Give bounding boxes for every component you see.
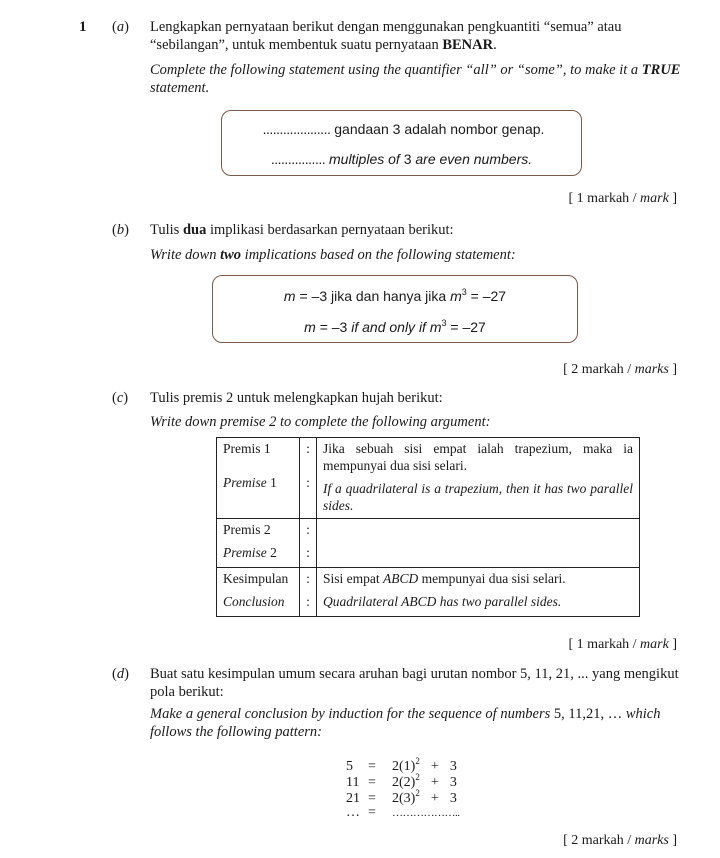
statement-box-b — [212, 275, 578, 343]
part-d-instruction-en-line2: follows the following pattern: — [150, 724, 322, 740]
pattern-row-2: $11 = 2(2)^2 + 3$ — [346, 772, 457, 790]
part-b-label: (b) — [112, 222, 129, 238]
argument-table — [216, 437, 640, 617]
table-row-premise-1 — [217, 438, 640, 519]
part-a-instruction-ms-line1: Lengkapkan pernyataan berikut dengan menggunakan pengkuantiti “semua” atau — [150, 19, 622, 35]
pattern-row-4: … = ……………….. — [346, 805, 460, 820]
part-a-instruction-en-line1: Complete the following statement using the quantifier “all” or “some”, to make it a TRUE — [150, 62, 681, 78]
marks-c: [ 1 markah / mark ] — [568, 637, 677, 652]
part-c-instruction-en: Write down premise 2 to complete the following argument: — [150, 414, 491, 430]
marks-b: [ 2 markah / marks ] — [563, 362, 677, 377]
part-a-instruction-ms-line2: “sebilangan”, untuk membentuk suatu pernyataan BENAR. — [150, 37, 497, 53]
part-d-instruction-en-line1: Make a general conclusion by induction for the sequence of numbers 5, 11,21, … which — [150, 706, 661, 722]
premise-2-answer-cell[interactable] — [317, 519, 640, 568]
premise-1-text-cell — [317, 438, 640, 519]
premise-1-label-cell: Premis 1 Premise 1 — [217, 438, 300, 519]
part-b-instruction-ms: Tulis dua implikasi berdasarkan pernyataan berikut: — [150, 222, 454, 238]
conclusion-label-cell: Kesimpulan Conclusion — [217, 568, 300, 617]
part-d-label: (d) — [112, 666, 129, 682]
conclusion-text-cell — [317, 568, 640, 617]
biconditional-ms: m = –3 jika dan hanya jika $m^3 = -27$ — [283, 287, 507, 304]
part-d-instruction-ms-line1: Buat satu kesimpulan umum secara aruhan bagi urutan nombor 5, 11, 21, ... yang mengikut — [150, 666, 679, 682]
premise-2-colon-cell: : : — [300, 519, 317, 568]
part-c-label: (c) — [112, 390, 129, 406]
question-number: 1 — [79, 19, 87, 35]
biconditional-en: m = –3 if and only if $m^3 = -27$ — [304, 318, 486, 335]
premise-1-ms: Jika sebuah sisi empat ialah trapezium, maka ia mempunyai dua sisi selari. — [323, 441, 633, 473]
conclusion-colon-cell: : : — [300, 568, 317, 617]
part-c-instruction-ms: Tulis premis 2 untuk melengkapkan hujah berikut: — [150, 390, 443, 406]
pattern-row-1: $5 = 2(1)^2 + 3$ — [346, 756, 457, 774]
part-a-label: (a) — [112, 19, 129, 35]
part-a-instruction-en-line2: statement. — [150, 80, 210, 96]
answer-blank-en[interactable]: ................ — [270, 151, 326, 167]
conclusion-en: Quadrilateral ABCD has two parallel sides. — [323, 594, 562, 609]
premise-2-label-cell: Premis 2 Premise 2 — [217, 519, 300, 568]
answer-blank-ms[interactable]: .................... — [262, 121, 331, 137]
pattern-answer-blank[interactable]: ……………….. — [392, 807, 460, 819]
premise-1-en: If a quadrilateral is a trapezium, then it has two parallel sides. — [323, 481, 633, 513]
pattern-row-3: $21 = 2(3)^2 + 3$ — [346, 788, 457, 806]
part-b-instruction-en: Write down two implications based on the following statement: — [150, 247, 516, 263]
premise-1-colon-cell: : : — [300, 438, 317, 519]
part-d-instruction-ms-line2: pola berikut: — [150, 684, 224, 700]
statement-box-a — [221, 110, 582, 176]
table-row-conclusion — [217, 568, 640, 617]
statement-en: ................ multiples of 3 are even numbers. — [270, 151, 533, 167]
statement-ms: .................... gandaan 3 adalah nombor genap. — [262, 121, 545, 137]
marks-d: [ 2 markah / marks ] — [563, 833, 677, 848]
table-row-premise-2 — [217, 519, 640, 568]
marks-a: [ 1 markah / mark ] — [568, 191, 677, 206]
conclusion-ms: Sisi empat ABCD mempunyai dua sisi selari. — [323, 571, 566, 586]
